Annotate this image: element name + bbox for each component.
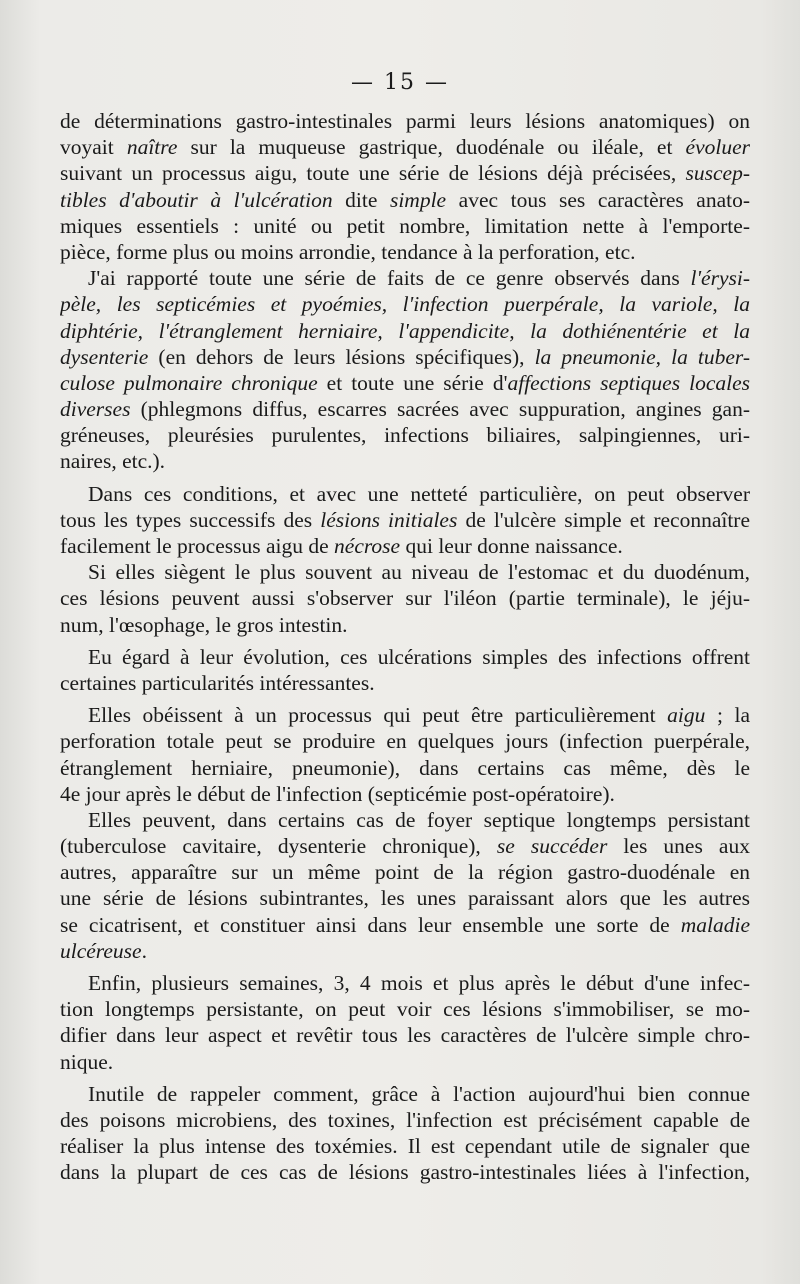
- text-line: [60, 422, 750, 448]
- text-line: [60, 108, 750, 134]
- text-segment: miques essentiels : unité ou petit nombre, limitation nette à l'emporte-: [60, 213, 750, 238]
- text-segment: Elles obéissent à un processus qui peut être particulièrement: [88, 703, 668, 728]
- text-line: [60, 291, 750, 317]
- italic-text-segment: maladie: [680, 912, 750, 937]
- text-line: [60, 644, 750, 670]
- text-segment: suivant un processus aigu, toute une série de lésions déjà précisées,: [60, 161, 686, 186]
- text-segment: num, l'œsophage, le gros intestin.: [60, 612, 348, 637]
- text-line: [60, 938, 750, 964]
- text-line: [60, 239, 750, 265]
- text-segment: (phlegmons diffus, escarres sacrées avec suppuration, angines gan-: [130, 397, 750, 422]
- text-line: [60, 833, 750, 859]
- text-line: [60, 702, 750, 728]
- italic-text-segment: suscep-: [685, 161, 750, 186]
- text-line: [60, 1133, 750, 1159]
- text-line: [60, 885, 750, 911]
- text-segment: ces lésions peuvent aussi s'observer sur l'iléon (partie terminale), le jéju-: [60, 586, 750, 611]
- text-segment: nique.: [60, 1049, 114, 1074]
- text-segment: perforation totale peut se produire en quelques jours (infection puerpérale,: [60, 729, 750, 754]
- text-line: [60, 448, 750, 474]
- italic-text-segment: aigu: [667, 703, 706, 728]
- text-segment: autres, apparaître sur un même point de la région gastro-duodénale en: [60, 860, 750, 885]
- text-segment: tous les types successifs des: [60, 507, 321, 532]
- text-segment: Inutile de rappeler comment, grâce à l'action aujourd'hui bien connue: [88, 1081, 750, 1106]
- text-segment: Dans ces conditions, et avec une netteté particulière, on peut observer: [88, 481, 750, 506]
- text-segment: une série de lésions subintrantes, les unes paraissant alors que les autres: [60, 886, 750, 911]
- italic-text-segment: nécrose: [334, 534, 401, 558]
- text-segment: se cicatrisent, et constituer ainsi dans leur ensemble une sorte de: [60, 912, 681, 937]
- text-segment: certaines particularités intéressantes.: [60, 670, 375, 695]
- text-segment: qui leur donne naissance.: [400, 534, 623, 558]
- italic-text-segment: dysenterie: [60, 344, 149, 369]
- text-line: [60, 1107, 750, 1133]
- text-line: [60, 755, 750, 781]
- text-line: [60, 213, 750, 239]
- italic-text-segment: l'érysi-: [690, 266, 750, 291]
- italic-text-segment: culose pulmonaire chronique: [60, 370, 318, 395]
- italic-text-segment: tibles d'aboutir à l'ulcération: [60, 187, 333, 212]
- italic-text-segment: diverses: [60, 397, 131, 422]
- italic-text-segment: lésions initiales: [320, 507, 458, 532]
- text-line: [60, 344, 750, 370]
- text-segment: facilement le processus aigu de: [60, 534, 335, 558]
- italic-text-segment: naître: [126, 135, 178, 160]
- text-line: [60, 859, 750, 885]
- text-segment: de l'ulcère simple et reconnaître: [457, 507, 750, 532]
- text-segment: voyait: [60, 135, 127, 160]
- text-line: [60, 160, 750, 186]
- text-segment: ; la: [705, 703, 750, 728]
- text-line: [60, 728, 750, 754]
- text-line: [60, 912, 750, 938]
- text-segment: dans la plupart de ces cas de lésions gastro-intestinales liées à l'infection,: [60, 1160, 750, 1185]
- italic-text-segment: ulcéreuse: [60, 938, 142, 963]
- text-segment: Enfin, plusieurs semaines, 3, 4 mois et plus après le début d'une infec-: [88, 971, 750, 995]
- text-segment: 4e jour après le début de l'infection (septicémie post-opératoire).: [60, 781, 615, 806]
- text-line: [60, 265, 750, 291]
- italic-text-segment: simple: [389, 187, 447, 212]
- text-segment: des poisons microbiens, des toxines, l'infection est précisément capable de: [60, 1107, 750, 1132]
- text-line: [60, 134, 750, 160]
- text-line: [60, 370, 750, 396]
- text-segment: tion longtemps persistante, on peut voir ces lésions s'immobiliser, se mo-: [60, 997, 750, 1022]
- text-segment: Si elles siègent le plus souvent au niveau de l'estomac et du duodénum,: [88, 560, 750, 585]
- text-segment: et toute une série d': [317, 370, 508, 395]
- text-line: [60, 996, 750, 1022]
- italic-text-segment: affections septiques locales: [507, 370, 750, 395]
- italic-text-segment: pèle, les septicémies et pyoémies, l'infection puerpérale, la variole, la: [60, 292, 750, 317]
- text-line: [60, 559, 750, 585]
- italic-text-segment: se succéder: [496, 834, 608, 859]
- page-number: — 15 —: [351, 70, 449, 95]
- text-line: [60, 507, 750, 533]
- text-line: [60, 781, 750, 807]
- italic-text-segment: diphtérie, l'étranglement herniaire, l'appendicite, la dothiénentérie et la: [60, 318, 750, 343]
- text-segment: difier dans leur aspect et revêtir tous les caractères de l'ulcère simple chro-: [60, 1023, 750, 1048]
- text-line: [60, 1049, 750, 1075]
- text-segment: Elles peuvent, dans certains cas de foyer septique longtemps persistant: [88, 807, 750, 832]
- italic-text-segment: la pneumonie, la tuber-: [534, 344, 750, 369]
- body-text: [60, 108, 750, 1186]
- text-line: [60, 670, 750, 696]
- text-line: [60, 318, 750, 344]
- text-line: [60, 481, 750, 507]
- text-segment: les unes aux: [607, 834, 750, 859]
- text-segment: avec tous ses caractères anato-: [446, 187, 750, 212]
- text-segment: J'ai rapporté toute une série de faits de ce genre observés dans: [88, 266, 691, 291]
- text-segment: dite: [332, 187, 390, 212]
- text-segment: .: [141, 938, 147, 963]
- text-line: [60, 396, 750, 422]
- text-segment: sur la muqueuse gastrique, duodénale ou iléale, et: [177, 135, 686, 160]
- text-segment: (tuberculose cavitaire, dysenterie chronique),: [60, 834, 497, 859]
- text-segment: de déterminations gastro-intestinales parmi leurs lésions anatomiques) on: [60, 109, 750, 133]
- text-line: [60, 585, 750, 611]
- text-line: [60, 1081, 750, 1107]
- text-line: [60, 533, 750, 559]
- text-line: [60, 187, 750, 213]
- italic-text-segment: évoluer: [685, 135, 750, 160]
- text-segment: gréneuses, pleurésies purulentes, infections biliaires, salpingiennes, uri-: [60, 423, 750, 448]
- text-segment: (en dehors de leurs lésions spécifiques),: [148, 344, 535, 369]
- text-segment: étranglement herniaire, pneumonie), dans certains cas même, dès le: [60, 755, 750, 780]
- text-segment: naires, etc.).: [60, 449, 166, 474]
- text-line: [60, 970, 750, 996]
- text-line: [60, 1022, 750, 1048]
- text-line: [60, 1159, 750, 1185]
- text-segment: Eu égard à leur évolution, ces ulcérations simples des infections offrent: [88, 644, 750, 669]
- text-segment: pièce, forme plus ou moins arrondie, tendance à la perforation, etc.: [60, 239, 636, 264]
- text-line: [60, 612, 750, 638]
- text-line: [60, 807, 750, 833]
- text-segment: réaliser la plus intense des toxémies. Il est cependant utile de signaler que: [60, 1134, 750, 1159]
